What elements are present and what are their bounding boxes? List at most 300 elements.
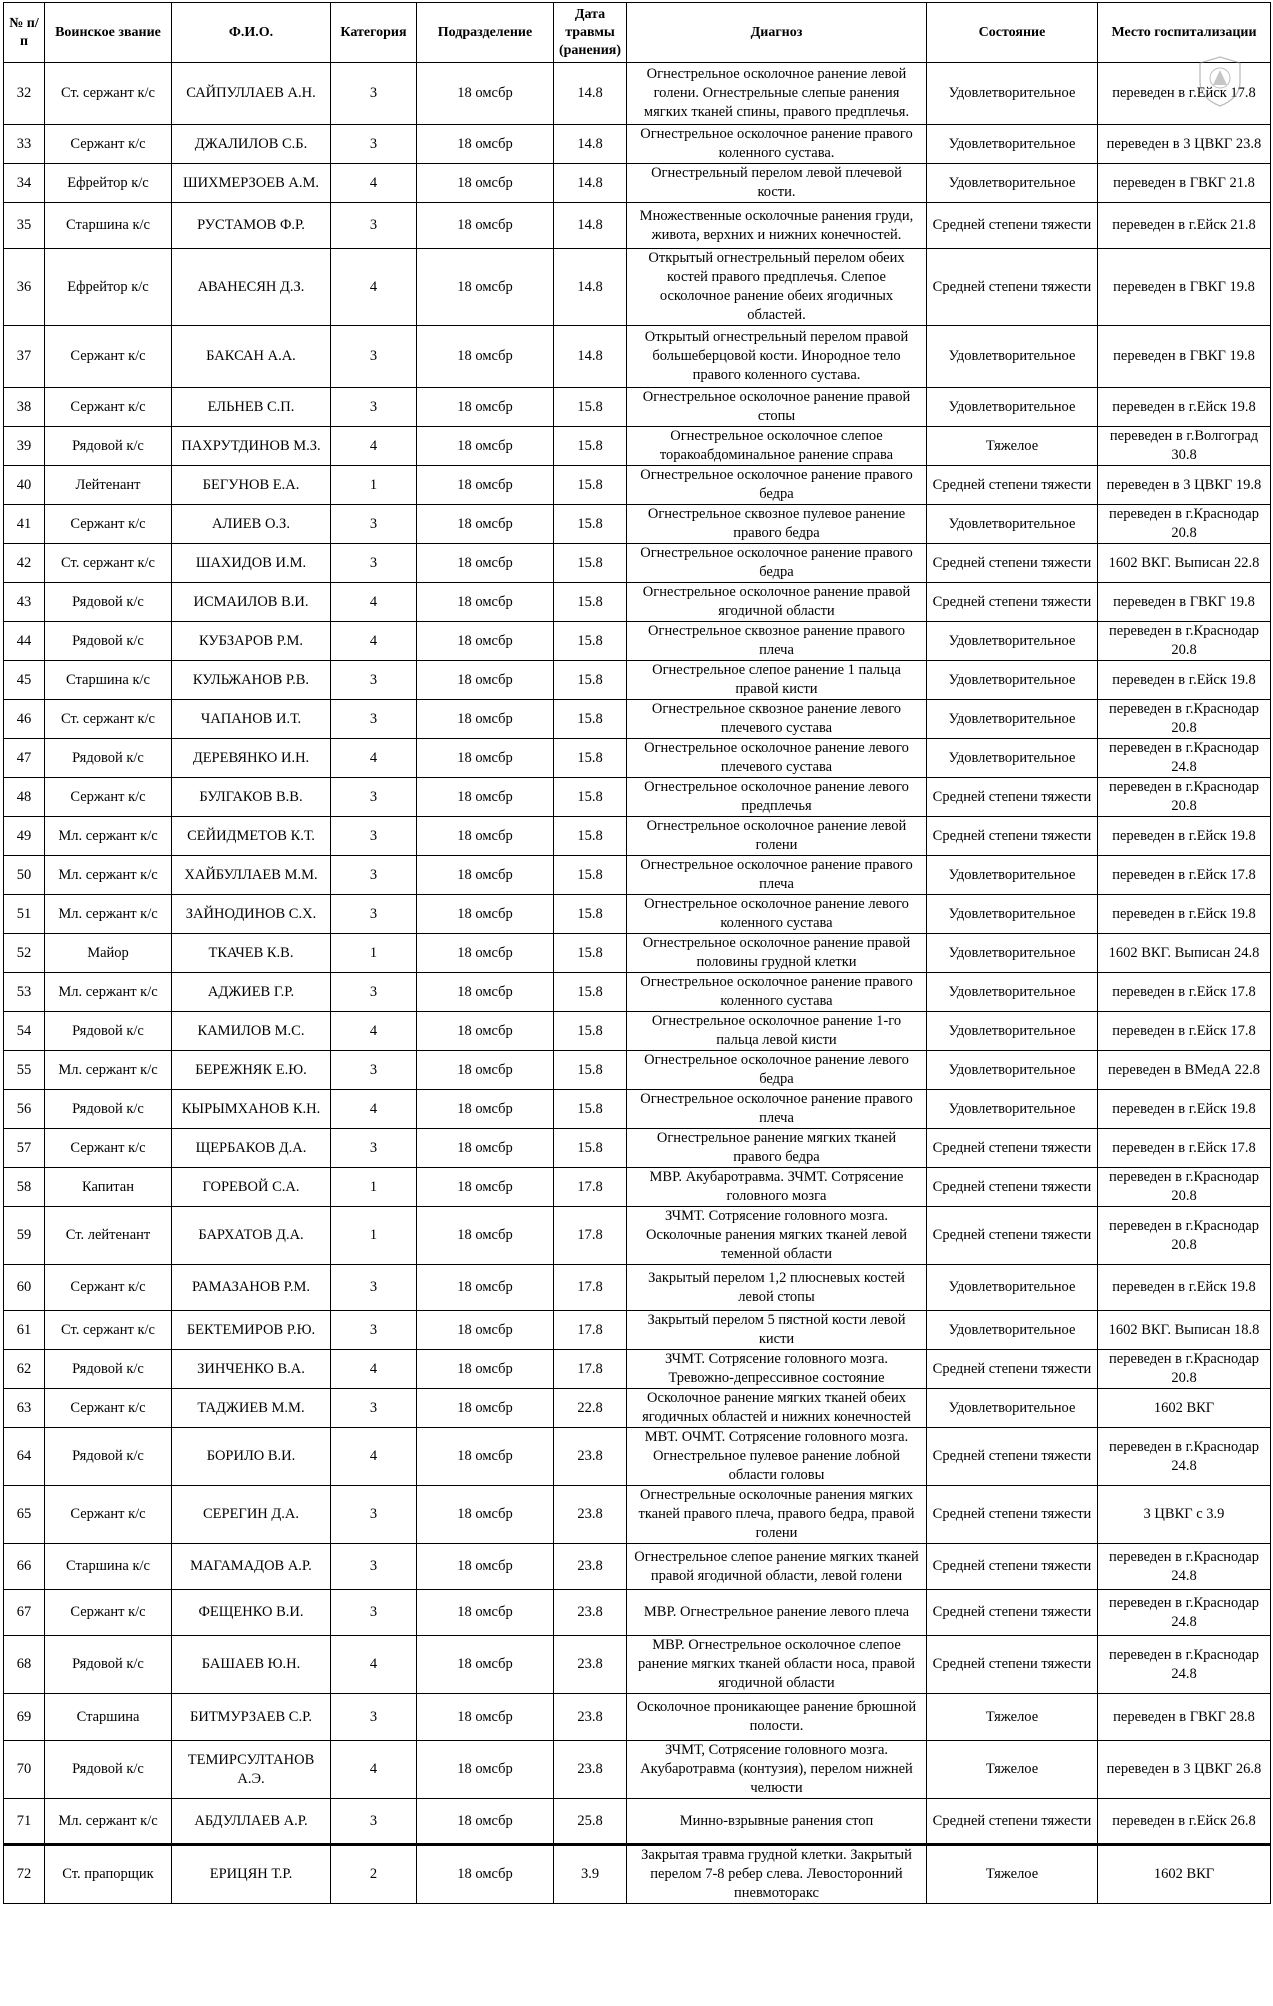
cell-diag: Огнестрельный перелом левой плечевой кости.: [627, 164, 927, 203]
cell-cond: Удовлетворительное: [927, 505, 1098, 544]
cell-place: переведен в г.Ейск 19.8: [1098, 661, 1271, 700]
header-rank: Воинское звание: [45, 3, 172, 63]
table-row: [4, 1845, 1271, 1904]
cell-diag: Огнестрельное осколочное ранение левого плечевого сустава: [627, 739, 927, 778]
cell-unit: 18 омсбр: [417, 1012, 554, 1051]
cell-num: 66: [4, 1544, 45, 1590]
cell-name: САЙПУЛЛАЕВ А.Н.: [172, 63, 331, 125]
cell-diag: Огнестрельные осколочные ранения мягких тканей правого плеча, правого бедра, правой голени: [627, 1486, 927, 1544]
cell-date: 17.8: [554, 1207, 627, 1265]
cell-cond: Удовлетворительное: [927, 326, 1098, 388]
cell-rank: Старшина к/с: [45, 203, 172, 249]
cell-unit: 18 омсбр: [417, 1636, 554, 1694]
cell-name: ДЖАЛИЛОВ С.Б.: [172, 125, 331, 164]
cell-rank: Сержант к/с: [45, 505, 172, 544]
cell-name: БЕРЕЖНЯК Е.Ю.: [172, 1051, 331, 1090]
header-number: № п/п: [4, 3, 45, 63]
cell-diag: Огнестрельное сквозное пулевое ранение правого бедра: [627, 505, 927, 544]
cell-rank: Сержант к/с: [45, 1389, 172, 1428]
cell-unit: 18 омсбр: [417, 1694, 554, 1741]
cell-unit: 18 омсбр: [417, 326, 554, 388]
cell-unit: 18 омсбр: [417, 934, 554, 973]
cell-num: 39: [4, 427, 45, 466]
cell-place: переведен в ГВКГ 28.8: [1098, 1694, 1271, 1741]
cell-cat: 3: [331, 1129, 417, 1168]
cell-cat: 3: [331, 973, 417, 1012]
cell-place: переведен в ГВКГ 19.8: [1098, 583, 1271, 622]
cell-diag: Огнестрельное осколочное ранение левой голени. Огнестрельные слепые ранения мягких тканей спины, правого предплечья.: [627, 63, 927, 125]
cell-cond: Удовлетворительное: [927, 739, 1098, 778]
cell-unit: 18 омсбр: [417, 1389, 554, 1428]
cell-place: переведен в г.Волгоград 30.8: [1098, 427, 1271, 466]
cell-rank: Рядовой к/с: [45, 739, 172, 778]
cell-num: 50: [4, 856, 45, 895]
cell-cat: 4: [331, 249, 417, 326]
cell-name: ТАДЖИЕВ М.М.: [172, 1389, 331, 1428]
table-row: [4, 505, 1271, 544]
cell-num: 65: [4, 1486, 45, 1544]
cell-num: 37: [4, 326, 45, 388]
cell-name: ШИХМЕРЗОЕВ А.М.: [172, 164, 331, 203]
cell-name: АВАНЕСЯН Д.З.: [172, 249, 331, 326]
cell-cat: 3: [331, 1590, 417, 1636]
table-row: [4, 622, 1271, 661]
cell-rank: Сержант к/с: [45, 1265, 172, 1311]
table-row: [4, 583, 1271, 622]
cell-name: ИСМАИЛОВ В.И.: [172, 583, 331, 622]
cell-num: 63: [4, 1389, 45, 1428]
cell-place: переведен в ВМедА 22.8: [1098, 1051, 1271, 1090]
cell-place: переведен в 3 ЦВКГ 26.8: [1098, 1741, 1271, 1799]
cell-num: 48: [4, 778, 45, 817]
cell-cond: Средней степени тяжести: [927, 544, 1098, 583]
cell-date: 15.8: [554, 817, 627, 856]
cell-cat: 4: [331, 1741, 417, 1799]
cell-name: АЛИЕВ О.З.: [172, 505, 331, 544]
table-row: [4, 249, 1271, 326]
cell-cat: 3: [331, 661, 417, 700]
cell-date: 14.8: [554, 63, 627, 125]
cell-name: ТЕМИРСУЛТАНОВ А.Э.: [172, 1741, 331, 1799]
cell-cat: 4: [331, 739, 417, 778]
cell-diag: Огнестрельное осколочное ранение левого предплечья: [627, 778, 927, 817]
cell-cond: Удовлетворительное: [927, 1051, 1098, 1090]
cell-cat: 3: [331, 388, 417, 427]
cell-rank: Сержант к/с: [45, 1129, 172, 1168]
cell-diag: Закрытый перелом 1,2 плюсневых костей левой стопы: [627, 1265, 927, 1311]
cell-diag: ЗЧМТ. Сотрясение головного мозга. Осколочные ранения мягких тканей левой теменной области: [627, 1207, 927, 1265]
table-body: [4, 63, 1271, 1904]
cell-place: переведен в г.Ейск 17.8: [1098, 1129, 1271, 1168]
cell-cond: Средней степени тяжести: [927, 1168, 1098, 1207]
cell-date: 14.8: [554, 326, 627, 388]
cell-unit: 18 омсбр: [417, 1265, 554, 1311]
table-row: [4, 1799, 1271, 1845]
cell-name: БОРИЛО В.И.: [172, 1428, 331, 1486]
cell-name: ФЕЩЕНКО В.И.: [172, 1590, 331, 1636]
cell-diag: Огнестрельное осколочное ранение правой стопы: [627, 388, 927, 427]
cell-diag: Огнестрельное осколочное ранение 1-го пальца левой кисти: [627, 1012, 927, 1051]
cell-date: 25.8: [554, 1799, 627, 1845]
cell-place: переведен в г.Ейск 19.8: [1098, 817, 1271, 856]
cell-diag: Осколочное ранение мягких тканей обеих ягодичных областей и нижних конечностей: [627, 1389, 927, 1428]
cell-date: 15.8: [554, 466, 627, 505]
cell-cond: Удовлетворительное: [927, 1265, 1098, 1311]
cell-diag: МВР. Акубаротравма. ЗЧМТ. Сотрясение головного мозга: [627, 1168, 927, 1207]
cell-cat: 4: [331, 1636, 417, 1694]
cell-cat: 4: [331, 427, 417, 466]
cell-cat: 1: [331, 466, 417, 505]
cell-date: 17.8: [554, 1350, 627, 1389]
cell-cond: Средней степени тяжести: [927, 466, 1098, 505]
cell-date: 23.8: [554, 1486, 627, 1544]
cell-place: переведен в г.Краснодар 20.8: [1098, 778, 1271, 817]
cell-cond: Удовлетворительное: [927, 1311, 1098, 1350]
cell-cond: Удовлетворительное: [927, 164, 1098, 203]
cell-unit: 18 омсбр: [417, 1486, 554, 1544]
cell-rank: Сержант к/с: [45, 1590, 172, 1636]
cell-diag: Огнестрельное осколочное ранение правого коленного сустава: [627, 973, 927, 1012]
cell-diag: Минно-взрывные ранения стоп: [627, 1799, 927, 1845]
cell-diag: Огнестрельное ранение мягких тканей правого бедра: [627, 1129, 927, 1168]
table-row: [4, 1486, 1271, 1544]
cell-date: 17.8: [554, 1265, 627, 1311]
cell-place: переведен в г.Ейск 19.8: [1098, 1090, 1271, 1129]
cell-num: 43: [4, 583, 45, 622]
cell-cond: Средней степени тяжести: [927, 778, 1098, 817]
table-row: [4, 1207, 1271, 1265]
cell-diag: Огнестрельное осколочное ранение правого коленного сустава.: [627, 125, 927, 164]
cell-place: переведен в г.Ейск 17.8: [1098, 1012, 1271, 1051]
cell-name: БАКСАН А.А.: [172, 326, 331, 388]
cell-rank: Рядовой к/с: [45, 1428, 172, 1486]
cell-num: 61: [4, 1311, 45, 1350]
cell-unit: 18 омсбр: [417, 856, 554, 895]
cell-unit: 18 омсбр: [417, 1350, 554, 1389]
cell-diag: Огнестрельное осколочное ранение правого бедра: [627, 544, 927, 583]
cell-date: 15.8: [554, 856, 627, 895]
cell-rank: Старшина к/с: [45, 1544, 172, 1590]
cell-date: 15.8: [554, 1129, 627, 1168]
cell-place: 1602 ВКГ. Выписан 18.8: [1098, 1311, 1271, 1350]
cell-num: 36: [4, 249, 45, 326]
cell-cat: 2: [331, 1845, 417, 1904]
cell-place: переведен в ГВКГ 21.8: [1098, 164, 1271, 203]
cell-rank: Ефрейтор к/с: [45, 249, 172, 326]
cell-cat: 4: [331, 1428, 417, 1486]
table-row: [4, 778, 1271, 817]
table-row: [4, 895, 1271, 934]
cell-place: 1602 ВКГ: [1098, 1845, 1271, 1904]
cell-unit: 18 омсбр: [417, 1845, 554, 1904]
cell-cat: 3: [331, 700, 417, 739]
cell-cond: Удовлетворительное: [927, 1012, 1098, 1051]
cell-date: 23.8: [554, 1694, 627, 1741]
cell-rank: Сержант к/с: [45, 1486, 172, 1544]
cell-diag: Огнестрельное осколочное ранение правой половины грудной клетки: [627, 934, 927, 973]
cell-date: 15.8: [554, 544, 627, 583]
cell-num: 42: [4, 544, 45, 583]
cell-unit: 18 омсбр: [417, 388, 554, 427]
cell-name: БИТМУРЗАЕВ С.Р.: [172, 1694, 331, 1741]
cell-name: ШАХИДОВ И.М.: [172, 544, 331, 583]
cell-num: 47: [4, 739, 45, 778]
header-injury-date: Дата травмы (ранения): [554, 3, 627, 63]
cell-num: 57: [4, 1129, 45, 1168]
cell-diag: ЗЧМТ, Сотрясение головного мозга. Акубаротравма (контузия), перелом нижней челюсти: [627, 1741, 927, 1799]
cell-cond: Удовлетворительное: [927, 934, 1098, 973]
cell-rank: Мл. сержант к/с: [45, 856, 172, 895]
cell-cond: Средней степени тяжести: [927, 1799, 1098, 1845]
table-row: [4, 1129, 1271, 1168]
header-condition: Состояние: [927, 3, 1098, 63]
cell-date: 15.8: [554, 1012, 627, 1051]
cell-cond: Средней степени тяжести: [927, 1428, 1098, 1486]
table-row: [4, 125, 1271, 164]
cell-place: переведен в 3 ЦВКГ 23.8: [1098, 125, 1271, 164]
cell-cat: 3: [331, 63, 417, 125]
cell-place: переведен в г.Краснодар 24.8: [1098, 1428, 1271, 1486]
table-row: [4, 1590, 1271, 1636]
table-row: [4, 739, 1271, 778]
cell-rank: Ст. лейтенант: [45, 1207, 172, 1265]
cell-unit: 18 омсбр: [417, 1051, 554, 1090]
cell-unit: 18 омсбр: [417, 1799, 554, 1845]
cell-place: переведен в г.Ейск 17.8: [1098, 63, 1271, 125]
cell-diag: Огнестрельное сквозное ранение левого плечевого сустава: [627, 700, 927, 739]
cell-num: 60: [4, 1265, 45, 1311]
cell-date: 14.8: [554, 125, 627, 164]
cell-date: 15.8: [554, 622, 627, 661]
table-row: [4, 1012, 1271, 1051]
cell-name: КЫРЫМХАНОВ К.Н.: [172, 1090, 331, 1129]
cell-unit: 18 омсбр: [417, 1544, 554, 1590]
cell-rank: Мл. сержант к/с: [45, 1051, 172, 1090]
cell-diag: Огнестрельное осколочное ранение правой ягодичной области: [627, 583, 927, 622]
cell-place: переведен в г.Краснодар 24.8: [1098, 739, 1271, 778]
table-row: [4, 1544, 1271, 1590]
header-name: Ф.И.О.: [172, 3, 331, 63]
cell-cond: Удовлетворительное: [927, 125, 1098, 164]
header-diagnosis: Диагноз: [627, 3, 927, 63]
cell-cond: Средней степени тяжести: [927, 1636, 1098, 1694]
cell-name: КУЛЬЖАНОВ Р.В.: [172, 661, 331, 700]
table-row: [4, 1350, 1271, 1389]
cell-cond: Средней степени тяжести: [927, 817, 1098, 856]
cell-place: переведен в г.Краснодар 24.8: [1098, 1636, 1271, 1694]
cell-cat: 3: [331, 1311, 417, 1350]
cell-num: 51: [4, 895, 45, 934]
cell-place: переведен в г.Ейск 19.8: [1098, 388, 1271, 427]
cell-unit: 18 омсбр: [417, 1311, 554, 1350]
cell-cat: 1: [331, 934, 417, 973]
cell-date: 15.8: [554, 895, 627, 934]
cell-unit: 18 омсбр: [417, 466, 554, 505]
cell-num: 58: [4, 1168, 45, 1207]
cell-cat: 4: [331, 164, 417, 203]
cell-unit: 18 омсбр: [417, 505, 554, 544]
cell-cat: 3: [331, 778, 417, 817]
cell-place: переведен в г.Краснодар 20.8: [1098, 622, 1271, 661]
table-row: [4, 661, 1271, 700]
cell-unit: 18 омсбр: [417, 63, 554, 125]
cell-name: РАМАЗАНОВ Р.М.: [172, 1265, 331, 1311]
cell-name: РУСТАМОВ Ф.Р.: [172, 203, 331, 249]
cell-name: СЕЙИДМЕТОВ К.Т.: [172, 817, 331, 856]
table-row: [4, 973, 1271, 1012]
cell-cat: 3: [331, 1486, 417, 1544]
cell-place: переведен в г.Ейск 17.8: [1098, 973, 1271, 1012]
cell-unit: 18 омсбр: [417, 700, 554, 739]
cell-diag: Закрытый перелом 5 пястной кости левой кисти: [627, 1311, 927, 1350]
cell-num: 70: [4, 1741, 45, 1799]
cell-cat: 4: [331, 1090, 417, 1129]
cell-place: переведен в ГВКГ 19.8: [1098, 249, 1271, 326]
cell-cat: 3: [331, 817, 417, 856]
cell-num: 33: [4, 125, 45, 164]
cell-unit: 18 омсбр: [417, 1428, 554, 1486]
cell-unit: 18 омсбр: [417, 1741, 554, 1799]
cell-cond: Удовлетворительное: [927, 1389, 1098, 1428]
cell-cond: Средней степени тяжести: [927, 1207, 1098, 1265]
cell-unit: 18 омсбр: [417, 1207, 554, 1265]
cell-date: 15.8: [554, 1051, 627, 1090]
cell-cond: Удовлетворительное: [927, 895, 1098, 934]
table-row: [4, 326, 1271, 388]
table-row: [4, 1741, 1271, 1799]
cell-cat: 4: [331, 583, 417, 622]
cell-unit: 18 омсбр: [417, 895, 554, 934]
table-row: [4, 1428, 1271, 1486]
table-row: [4, 544, 1271, 583]
cell-num: 56: [4, 1090, 45, 1129]
cell-name: БАШАЕВ Ю.Н.: [172, 1636, 331, 1694]
cell-name: БУЛГАКОВ В.В.: [172, 778, 331, 817]
cell-cat: 3: [331, 1544, 417, 1590]
cell-unit: 18 омсбр: [417, 778, 554, 817]
table-row: [4, 164, 1271, 203]
cell-cond: Удовлетворительное: [927, 622, 1098, 661]
cell-cond: Средней степени тяжести: [927, 1486, 1098, 1544]
cell-diag: Огнестрельное осколочное ранение левой голени: [627, 817, 927, 856]
cell-diag: Огнестрельное осколочное ранение правого плеча: [627, 856, 927, 895]
cell-num: 67: [4, 1590, 45, 1636]
cell-name: МАГАМАДОВ А.Р.: [172, 1544, 331, 1590]
table-row: [4, 817, 1271, 856]
cell-diag: МВР. Огнестрельное осколочное слепое ранение мягких тканей области носа, правой ягодичной области: [627, 1636, 927, 1694]
cell-rank: Старшина: [45, 1694, 172, 1741]
cell-unit: 18 омсбр: [417, 249, 554, 326]
cell-date: 14.8: [554, 164, 627, 203]
cell-rank: Сержант к/с: [45, 326, 172, 388]
cell-place: переведен в г.Ейск 21.8: [1098, 203, 1271, 249]
cell-num: 53: [4, 973, 45, 1012]
cell-name: СЕРЕГИН Д.А.: [172, 1486, 331, 1544]
table-row: [4, 1311, 1271, 1350]
cell-cat: 3: [331, 856, 417, 895]
cell-cat: 3: [331, 326, 417, 388]
cell-rank: Мл. сержант к/с: [45, 895, 172, 934]
cell-num: 54: [4, 1012, 45, 1051]
cell-place: переведен в г.Краснодар 20.8: [1098, 1207, 1271, 1265]
cell-name: ЗАЙНОДИНОВ С.Х.: [172, 895, 331, 934]
table-row: [4, 63, 1271, 125]
cell-name: ЧАПАНОВ И.Т.: [172, 700, 331, 739]
cell-diag: Закрытая травма грудной клетки. Закрытый перелом 7-8 ребер слева. Левосторонний пневмоторакс: [627, 1845, 927, 1904]
cell-cat: 4: [331, 1350, 417, 1389]
cell-cond: Тяжелое: [927, 1694, 1098, 1741]
cell-name: КУБЗАРОВ Р.М.: [172, 622, 331, 661]
cell-num: 68: [4, 1636, 45, 1694]
cell-cond: Тяжелое: [927, 1741, 1098, 1799]
cell-rank: Сержант к/с: [45, 778, 172, 817]
cell-name: ГОРЕВОЙ С.А.: [172, 1168, 331, 1207]
cell-place: переведен в г.Краснодар 20.8: [1098, 700, 1271, 739]
cell-diag: Открытый огнестрельный перелом правой большеберцовой кости. Инородное тело правого коленного сустава.: [627, 326, 927, 388]
cell-name: ТКАЧЕВ К.В.: [172, 934, 331, 973]
cell-rank: Мл. сержант к/с: [45, 973, 172, 1012]
table-row: [4, 466, 1271, 505]
cell-num: 41: [4, 505, 45, 544]
cell-cond: Удовлетворительное: [927, 661, 1098, 700]
table-row: [4, 427, 1271, 466]
cell-date: 14.8: [554, 249, 627, 326]
cell-cond: Удовлетворительное: [927, 856, 1098, 895]
header-unit: Подразделение: [417, 3, 554, 63]
cell-place: 3 ЦВКГ с 3.9: [1098, 1486, 1271, 1544]
cell-name: ПАХРУТДИНОВ М.З.: [172, 427, 331, 466]
cell-unit: 18 омсбр: [417, 583, 554, 622]
cell-date: 23.8: [554, 1636, 627, 1694]
cell-cat: 4: [331, 622, 417, 661]
cell-num: 40: [4, 466, 45, 505]
cell-date: 14.8: [554, 203, 627, 249]
table-row: [4, 700, 1271, 739]
header-category: Категория: [331, 3, 417, 63]
cell-rank: Рядовой к/с: [45, 622, 172, 661]
cell-rank: Ст. сержант к/с: [45, 544, 172, 583]
cell-diag: Открытый огнестрельный перелом обеих костей правого предплечья. Слепое осколочное ранение обеих ягодичных областей.: [627, 249, 927, 326]
cell-cond: Средней степени тяжести: [927, 1590, 1098, 1636]
cell-diag: Огнестрельное осколочное ранение правого бедра: [627, 466, 927, 505]
cell-rank: Рядовой к/с: [45, 1350, 172, 1389]
cell-diag: Огнестрельное слепое ранение мягких тканей правой ягодичной области, левой голени: [627, 1544, 927, 1590]
cell-unit: 18 омсбр: [417, 1168, 554, 1207]
cell-num: 59: [4, 1207, 45, 1265]
cell-cond: Удовлетворительное: [927, 1090, 1098, 1129]
cell-cat: 3: [331, 1389, 417, 1428]
cell-unit: 18 омсбр: [417, 164, 554, 203]
cell-rank: Ст. сержант к/с: [45, 700, 172, 739]
cell-date: 15.8: [554, 739, 627, 778]
cell-name: БЕГУНОВ Е.А.: [172, 466, 331, 505]
cell-date: 15.8: [554, 934, 627, 973]
cell-place: переведен в г.Ейск 19.8: [1098, 895, 1271, 934]
cell-cond: Средней степени тяжести: [927, 249, 1098, 326]
cell-name: КАМИЛОВ М.С.: [172, 1012, 331, 1051]
cell-name: ЕРИЦЯН Т.Р.: [172, 1845, 331, 1904]
cell-cond: Средней степени тяжести: [927, 1350, 1098, 1389]
cell-diag: ЗЧМТ. Сотрясение головного мозга. Тревожно-депрессивное состояние: [627, 1350, 927, 1389]
cell-num: 55: [4, 1051, 45, 1090]
cell-date: 15.8: [554, 505, 627, 544]
cell-cat: 3: [331, 1799, 417, 1845]
cell-name: ХАЙБУЛЛАЕВ М.М.: [172, 856, 331, 895]
cell-name: АБДУЛЛАЕВ А.Р.: [172, 1799, 331, 1845]
cell-place: переведен в г.Краснодар 24.8: [1098, 1590, 1271, 1636]
cell-num: 49: [4, 817, 45, 856]
cell-name: АДЖИЕВ Г.Р.: [172, 973, 331, 1012]
